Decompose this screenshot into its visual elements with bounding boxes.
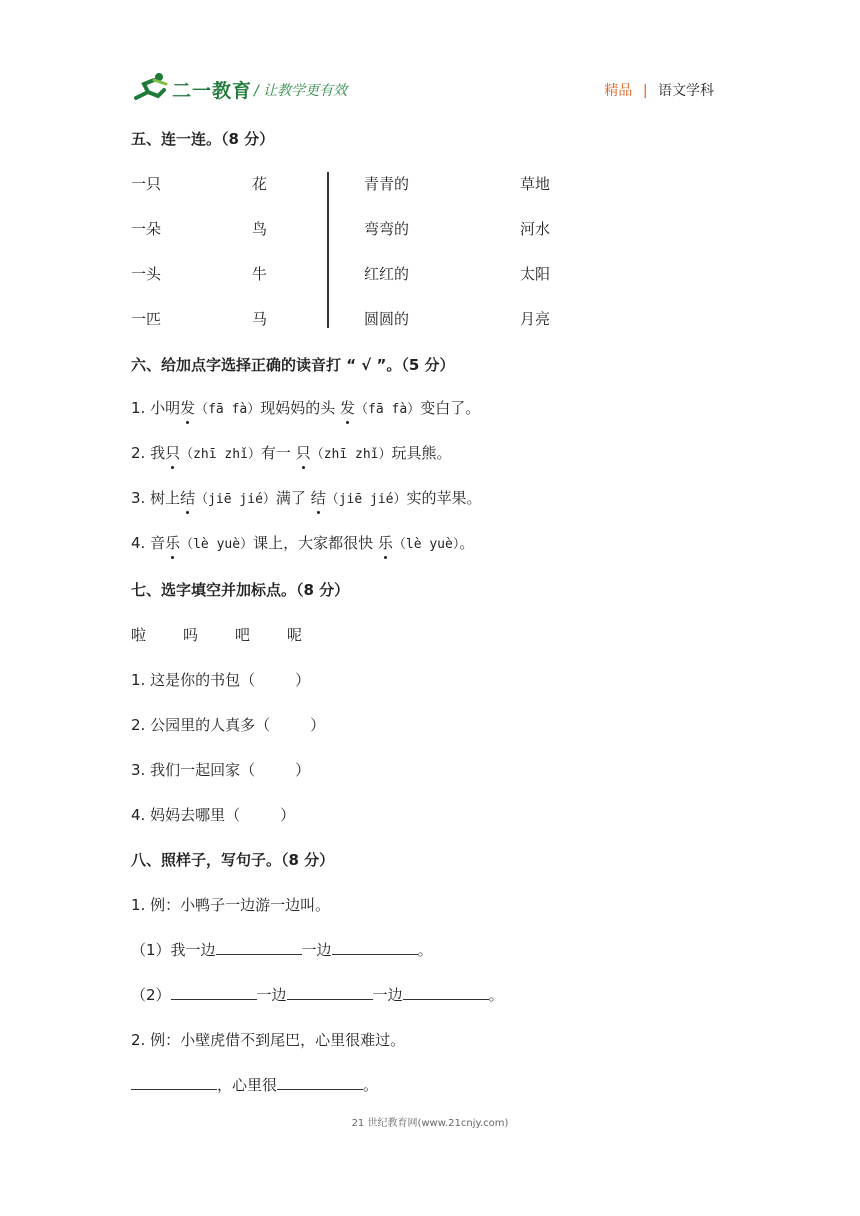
question-text: （1）我一边: [131, 941, 216, 959]
match-left-b: 马: [252, 310, 268, 328]
match-right-a: 青青的: [364, 175, 410, 193]
dotted-char: 只: [295, 444, 311, 462]
dotted-char: 只: [165, 444, 181, 462]
match-right-a: 圆圆的: [364, 310, 410, 328]
close-paren: ）: [295, 671, 311, 689]
page-footer: 21 世纪教育网(www.21cnjy.com): [351, 1118, 509, 1129]
fill-question: [131, 669, 310, 690]
match-right-b: 草地: [520, 175, 551, 193]
match-right-b: 月亮: [520, 310, 551, 328]
dotted-char: 结: [310, 489, 326, 507]
match-left-b: 鸟: [252, 220, 268, 238]
pinyin-options[interactable]: （zhī zhǐ）: [180, 447, 261, 462]
pinyin-options[interactable]: （lè yuè）: [392, 537, 460, 552]
example-sentence: 2. 例：小壁虎借不到尾巴，心里很难过。: [131, 1031, 406, 1049]
dotted-char: 乐: [165, 534, 181, 552]
question-text: 有一: [260, 444, 296, 462]
question-text: （2）: [131, 986, 171, 1004]
section-6-heading: 六、给加点字选择正确的读音打 “ √ ”。（5 分）: [131, 356, 455, 374]
question-text: 。: [488, 986, 504, 1004]
close-paren: ）: [295, 761, 311, 779]
quality-tag: 精品: [604, 83, 633, 99]
example-sentence: 1. 例：小鸭子一边游一边叫。: [131, 896, 331, 914]
answer-blank[interactable]: [277, 1075, 363, 1090]
match-right-a: 红红的: [364, 265, 410, 283]
question-text: 2. 公园里的人真多（: [131, 716, 271, 734]
question-text: 1. 小明: [131, 399, 181, 417]
subject-label: 语文学科: [658, 83, 714, 99]
sentence-question: [131, 939, 433, 960]
match-left-a: 一朵: [131, 220, 162, 238]
pinyin-options[interactable]: （fā fà）: [355, 402, 421, 417]
section-8-heading: 八、照样子，写句子。（8 分）: [131, 851, 335, 869]
question-text: 实的苹果。: [406, 489, 482, 507]
choice-word: 呢: [287, 626, 303, 644]
question-text: 4. 妈妈去哪里（: [131, 806, 241, 824]
answer-blank[interactable]: [131, 1075, 217, 1090]
slogan: / 让教学更有效: [254, 83, 348, 99]
match-left-b: 牛: [252, 265, 268, 283]
tag-separator: |: [642, 83, 648, 99]
choice-word: 吗: [183, 626, 199, 644]
pinyin-question: [131, 532, 474, 553]
pinyin-options[interactable]: （jiē jié）: [325, 492, 407, 507]
dotted-char: 结: [180, 489, 196, 507]
choice-word: 啦: [131, 626, 147, 644]
question-text: 一边: [301, 941, 332, 959]
question-text: 。: [417, 941, 433, 959]
question-text: 2. 我: [131, 444, 166, 462]
question-text: 1. 这是你的书包（: [131, 671, 256, 689]
column-divider: [327, 172, 329, 328]
match-right-b: 河水: [520, 220, 551, 238]
dotted-char: 乐: [377, 534, 393, 552]
question-text: 。: [459, 534, 475, 552]
question-text: 一边: [256, 986, 287, 1004]
answer-blank[interactable]: [403, 985, 489, 1000]
pinyin-options[interactable]: （lè yuè）: [180, 537, 254, 552]
close-paren: ）: [280, 806, 296, 824]
match-right-b: 太阳: [520, 265, 551, 283]
fill-question: [131, 759, 310, 780]
answer-blank[interactable]: [332, 940, 418, 955]
sentence-question: [131, 984, 504, 1005]
close-paren: ）: [310, 716, 326, 734]
match-right-a: 弯弯的: [364, 220, 410, 238]
question-text: 现妈妈的头: [260, 399, 341, 417]
match-left-a: 一匹: [131, 310, 162, 328]
pinyin-question: [131, 487, 482, 508]
sentence-question: [131, 1074, 378, 1095]
pinyin-options[interactable]: （zhī zhǐ）: [310, 447, 392, 462]
question-text: 4. 音: [131, 534, 166, 552]
subject-tag: [604, 80, 714, 100]
fill-question: [131, 714, 325, 735]
choice-word: 吧: [235, 626, 251, 644]
question-text: 一边: [372, 986, 403, 1004]
match-left-a: 一只: [131, 175, 162, 193]
match-left-b: 花: [252, 175, 268, 193]
section-5-heading: 五、连一连。（8 分）: [131, 130, 275, 148]
match-left-a: 一头: [131, 265, 162, 283]
question-text: ，心里很: [217, 1076, 278, 1094]
answer-blank[interactable]: [216, 940, 302, 955]
pinyin-options[interactable]: （jiē jié）: [195, 492, 276, 507]
question-text: 。: [363, 1076, 379, 1094]
runner-logo-icon: [134, 72, 172, 102]
fill-question: [131, 804, 295, 825]
pinyin-question: [131, 397, 480, 418]
page-header: [134, 70, 714, 110]
question-text: 变白了。: [420, 399, 481, 417]
dotted-char: 发: [340, 399, 356, 417]
answer-blank[interactable]: [171, 985, 257, 1000]
question-text: 3. 树上: [131, 489, 181, 507]
pinyin-question: [131, 442, 452, 463]
dotted-char: 发: [180, 399, 196, 417]
question-text: 课上，大家都很快: [253, 534, 378, 552]
question-text: 满了: [275, 489, 311, 507]
question-text: 玩具熊。: [391, 444, 452, 462]
question-text: 3. 我们一起回家（: [131, 761, 256, 779]
section-7-heading: 七、选字填空并加标点。（8 分）: [131, 581, 350, 599]
answer-blank[interactable]: [287, 985, 373, 1000]
pinyin-options[interactable]: （fā fà）: [195, 402, 261, 417]
logo-text: 二一教育: [172, 80, 253, 102]
